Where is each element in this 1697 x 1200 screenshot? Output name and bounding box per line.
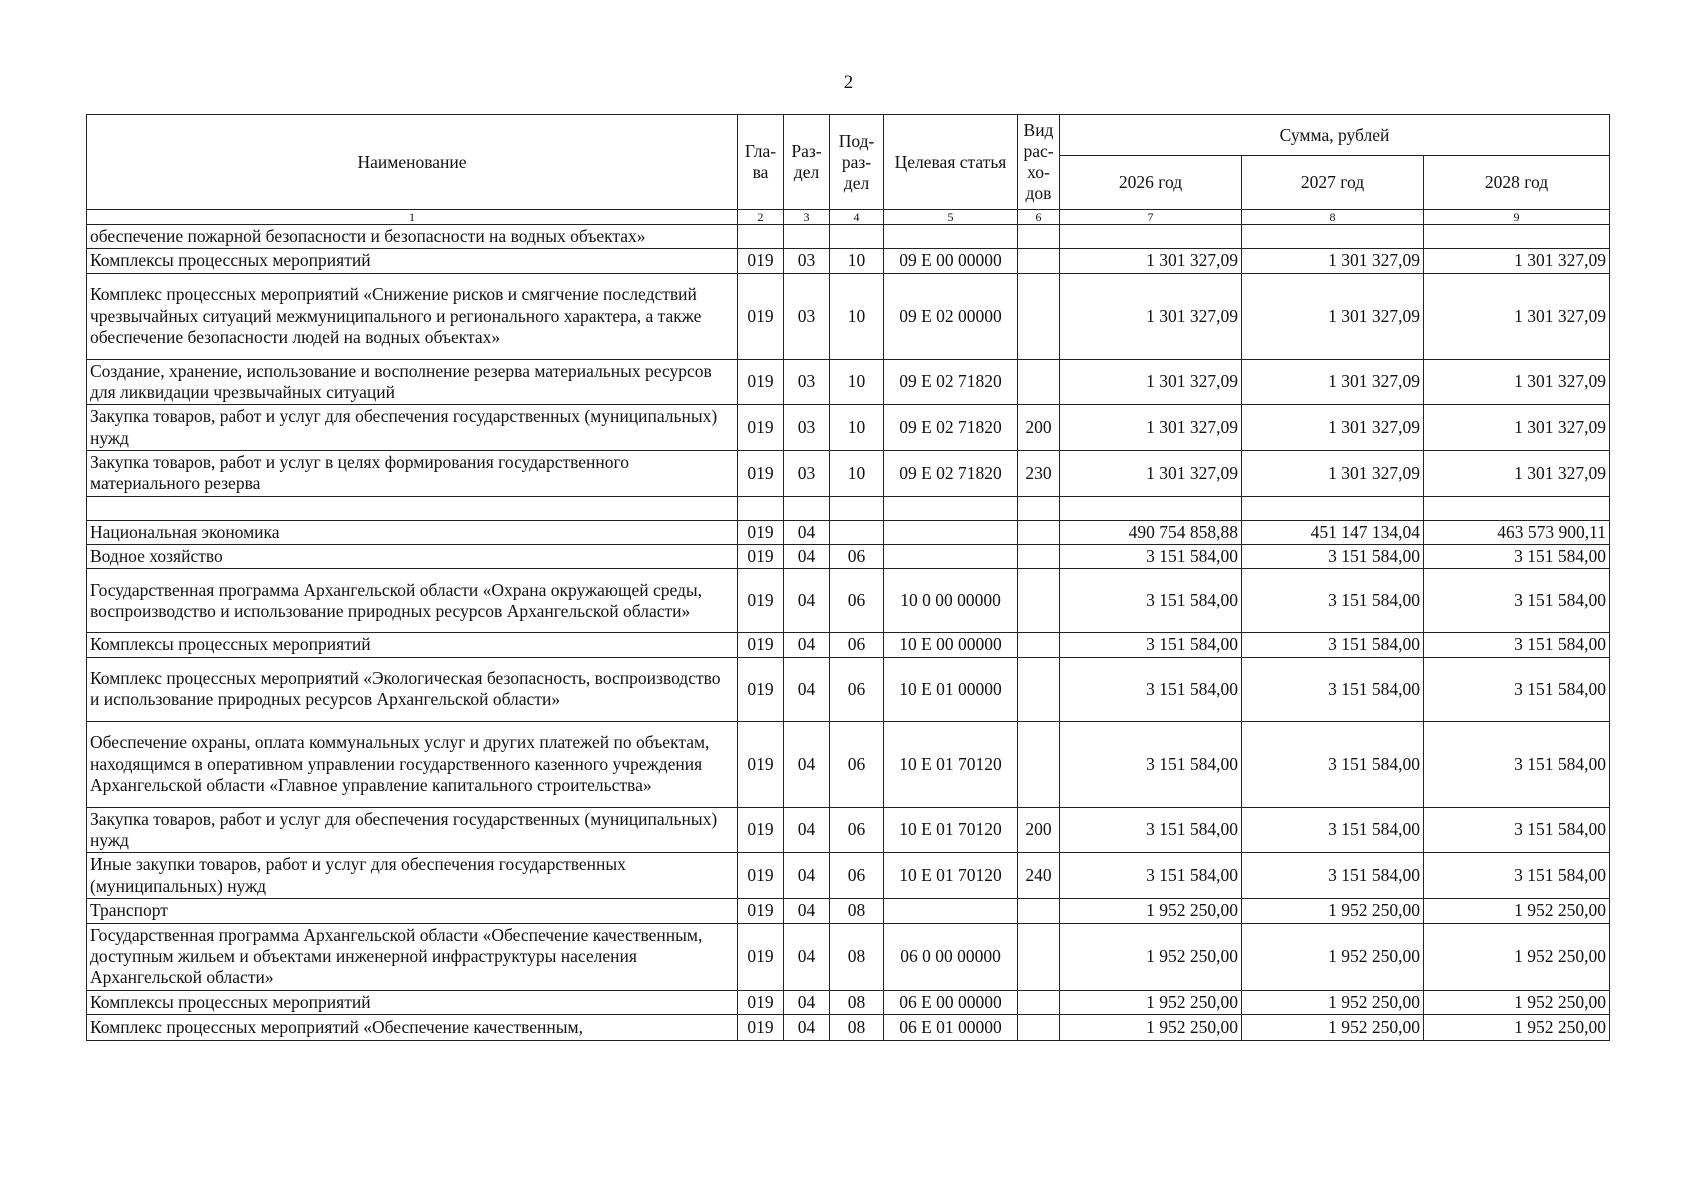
row-sum-2028-cell	[1424, 496, 1610, 520]
row-glava-cell: 019	[738, 633, 784, 657]
row-vid-cell	[1018, 721, 1060, 807]
row-sum-2026-cell: 1 952 250,00	[1060, 899, 1242, 923]
row-sum-2026-cell: 3 151 584,00	[1060, 633, 1242, 657]
table-row	[87, 545, 1610, 569]
row-sum-2028-cell: 3 151 584,00	[1424, 545, 1610, 569]
row-vid-cell	[1018, 273, 1060, 359]
header-glava: Гла-ва	[738, 115, 784, 210]
row-target-cell: 06 Е 01 00000	[884, 1014, 1018, 1040]
row-podrazdel-cell: 10	[830, 359, 884, 405]
row-sum-2027-cell	[1242, 225, 1424, 249]
header-name: Наименование	[87, 115, 738, 210]
row-vid-cell: 200	[1018, 807, 1060, 853]
table-row	[87, 990, 1610, 1014]
row-sum-2026-cell	[1060, 496, 1242, 520]
row-target-cell: 06 0 00 00000	[884, 923, 1018, 990]
column-index-cell: 9	[1424, 210, 1610, 225]
row-glava-cell: 019	[738, 451, 784, 497]
row-name-cell: Создание, хранение, использование и восполнение резерва материальных ресурсов для ликвидации чрезвычайных ситуаций	[87, 359, 738, 405]
row-glava-cell: 019	[738, 405, 784, 451]
row-glava-cell: 019	[738, 923, 784, 990]
row-vid-cell	[1018, 249, 1060, 273]
row-sum-2027-cell	[1242, 496, 1424, 520]
row-sum-2026-cell: 1 952 250,00	[1060, 990, 1242, 1014]
table-row	[87, 721, 1610, 807]
table-row	[87, 225, 1610, 249]
row-sum-2028-cell: 463 573 900,11	[1424, 520, 1610, 544]
row-podrazdel-cell: 06	[830, 807, 884, 853]
row-sum-2026-cell: 1 301 327,09	[1060, 359, 1242, 405]
row-target-cell	[884, 496, 1018, 520]
row-sum-2028-cell: 1 301 327,09	[1424, 249, 1610, 273]
row-sum-2026-cell: 3 151 584,00	[1060, 657, 1242, 721]
row-target-cell: 09 Е 00 00000	[884, 249, 1018, 273]
row-sum-2028-cell: 3 151 584,00	[1424, 853, 1610, 899]
row-razdel-cell: 03	[784, 359, 830, 405]
row-target-cell: 09 Е 02 71820	[884, 451, 1018, 497]
table-row	[87, 923, 1610, 990]
row-vid-cell	[1018, 225, 1060, 249]
column-index-cell: 5	[884, 210, 1018, 225]
row-podrazdel-cell: 06	[830, 633, 884, 657]
table-row	[87, 807, 1610, 853]
row-target-cell: 09 Е 02 71820	[884, 405, 1018, 451]
row-sum-2028-cell: 1 301 327,09	[1424, 451, 1610, 497]
row-vid-cell	[1018, 520, 1060, 544]
row-sum-2027-cell: 451 147 134,04	[1242, 520, 1424, 544]
row-vid-cell	[1018, 545, 1060, 569]
row-razdel-cell	[784, 225, 830, 249]
row-name-cell: Водное хозяйство	[87, 545, 738, 569]
row-glava-cell: 019	[738, 273, 784, 359]
row-razdel-cell: 04	[784, 853, 830, 899]
row-razdel-cell: 04	[784, 633, 830, 657]
row-podrazdel-cell: 08	[830, 1014, 884, 1040]
row-glava-cell: 019	[738, 545, 784, 569]
row-target-cell: 09 Е 02 00000	[884, 273, 1018, 359]
row-vid-cell	[1018, 569, 1060, 633]
row-target-cell	[884, 520, 1018, 544]
row-name-cell: Иные закупки товаров, работ и услуг для обеспечения государственных (муниципальных) нужд	[87, 853, 738, 899]
row-podrazdel-cell: 10	[830, 451, 884, 497]
row-sum-2026-cell: 1 952 250,00	[1060, 1014, 1242, 1040]
row-target-cell: 09 Е 02 71820	[884, 359, 1018, 405]
row-podrazdel-cell: 06	[830, 545, 884, 569]
table-row	[87, 405, 1610, 451]
table-row	[87, 520, 1610, 544]
row-podrazdel-cell: 06	[830, 721, 884, 807]
row-sum-2026-cell: 3 151 584,00	[1060, 545, 1242, 569]
row-vid-cell	[1018, 359, 1060, 405]
header-razdel: Раз-дел	[784, 115, 830, 210]
header-year-2028: 2028 год	[1424, 156, 1610, 210]
row-sum-2027-cell: 3 151 584,00	[1242, 807, 1424, 853]
row-vid-cell: 200	[1018, 405, 1060, 451]
row-podrazdel-cell: 08	[830, 899, 884, 923]
row-sum-2027-cell: 1 952 250,00	[1242, 990, 1424, 1014]
row-sum-2028-cell: 1 952 250,00	[1424, 1014, 1610, 1040]
column-index-cell: 4	[830, 210, 884, 225]
row-razdel-cell: 03	[784, 451, 830, 497]
row-razdel-cell: 04	[784, 657, 830, 721]
row-sum-2027-cell: 1 952 250,00	[1242, 899, 1424, 923]
row-razdel-cell: 04	[784, 545, 830, 569]
row-sum-2027-cell: 3 151 584,00	[1242, 545, 1424, 569]
row-sum-2028-cell: 3 151 584,00	[1424, 807, 1610, 853]
row-podrazdel-cell: 08	[830, 923, 884, 990]
row-sum-2028-cell: 3 151 584,00	[1424, 633, 1610, 657]
row-name-cell: Комплексы процессных мероприятий	[87, 249, 738, 273]
row-name-cell: Государственная программа Архангельской области «Охрана окружающей среды, воспроизводство и использование природных ресурсов Архангельской области»	[87, 569, 738, 633]
row-vid-cell	[1018, 899, 1060, 923]
row-glava-cell: 019	[738, 807, 784, 853]
row-vid-cell: 240	[1018, 853, 1060, 899]
row-glava-cell	[738, 496, 784, 520]
table-row	[87, 249, 1610, 273]
row-sum-2027-cell: 1 301 327,09	[1242, 273, 1424, 359]
row-glava-cell	[738, 225, 784, 249]
row-vid-cell	[1018, 923, 1060, 990]
row-razdel-cell: 04	[784, 569, 830, 633]
column-index-cell: 6	[1018, 210, 1060, 225]
table-row	[87, 899, 1610, 923]
row-razdel-cell: 04	[784, 990, 830, 1014]
row-sum-2028-cell: 1 301 327,09	[1424, 405, 1610, 451]
column-index-cell: 7	[1060, 210, 1242, 225]
row-name-cell: обеспечение пожарной безопасности и безопасности на водных объектах»	[87, 225, 738, 249]
row-sum-2027-cell: 1 952 250,00	[1242, 1014, 1424, 1040]
row-razdel-cell: 04	[784, 923, 830, 990]
row-sum-2028-cell: 1 952 250,00	[1424, 990, 1610, 1014]
row-podrazdel-cell: 10	[830, 273, 884, 359]
row-sum-2028-cell: 3 151 584,00	[1424, 657, 1610, 721]
row-name-cell: Национальная экономика	[87, 520, 738, 544]
row-razdel-cell: 04	[784, 1014, 830, 1040]
header-year-2026: 2026 год	[1060, 156, 1242, 210]
row-podrazdel-cell: 10	[830, 405, 884, 451]
table-row	[87, 451, 1610, 497]
header-target: Целевая статья	[884, 115, 1018, 210]
row-razdel-cell: 03	[784, 405, 830, 451]
row-sum-2026-cell: 490 754 858,88	[1060, 520, 1242, 544]
row-podrazdel-cell: 08	[830, 990, 884, 1014]
table-row	[87, 496, 1610, 520]
row-name-cell: Транспорт	[87, 899, 738, 923]
row-sum-2027-cell: 1 301 327,09	[1242, 249, 1424, 273]
row-sum-2026-cell: 1 301 327,09	[1060, 451, 1242, 497]
table-row	[87, 273, 1610, 359]
row-podrazdel-cell	[830, 520, 884, 544]
row-sum-2028-cell: 3 151 584,00	[1424, 721, 1610, 807]
row-podrazdel-cell	[830, 496, 884, 520]
row-sum-2027-cell: 1 301 327,09	[1242, 451, 1424, 497]
row-target-cell	[884, 225, 1018, 249]
row-sum-2027-cell: 1 301 327,09	[1242, 405, 1424, 451]
row-name-cell: Комплекс процессных мероприятий «Обеспечение качественным,	[87, 1014, 738, 1040]
row-podrazdel-cell: 06	[830, 657, 884, 721]
row-razdel-cell: 03	[784, 273, 830, 359]
header-sum: Сумма, рублей	[1060, 115, 1610, 156]
row-glava-cell: 019	[738, 359, 784, 405]
row-sum-2026-cell: 3 151 584,00	[1060, 721, 1242, 807]
table-row	[87, 853, 1610, 899]
row-podrazdel-cell	[830, 225, 884, 249]
header-vid: Вид рас-хо-дов	[1018, 115, 1060, 210]
row-razdel-cell: 04	[784, 520, 830, 544]
row-sum-2026-cell: 1 301 327,09	[1060, 405, 1242, 451]
table-header-row	[87, 115, 1610, 156]
row-glava-cell: 019	[738, 657, 784, 721]
page-number: 2	[843, 72, 854, 93]
row-sum-2028-cell: 1 301 327,09	[1424, 273, 1610, 359]
row-podrazdel-cell: 10	[830, 249, 884, 273]
row-sum-2026-cell: 1 952 250,00	[1060, 923, 1242, 990]
row-name-cell: Комплексы процессных мероприятий	[87, 990, 738, 1014]
column-index-cell: 8	[1242, 210, 1424, 225]
column-index-cell: 1	[87, 210, 738, 225]
row-name-cell: Государственная программа Архангельской области «Обеспечение качественным, доступным жильем и объектами инженерной инфраструктуры населения Архангельской области»	[87, 923, 738, 990]
row-target-cell: 10 Е 00 00000	[884, 633, 1018, 657]
row-target-cell: 06 Е 00 00000	[884, 990, 1018, 1014]
row-vid-cell	[1018, 1014, 1060, 1040]
row-sum-2026-cell: 1 301 327,09	[1060, 249, 1242, 273]
row-sum-2028-cell: 1 301 327,09	[1424, 359, 1610, 405]
row-sum-2027-cell: 3 151 584,00	[1242, 853, 1424, 899]
row-glava-cell: 019	[738, 899, 784, 923]
row-glava-cell: 019	[738, 853, 784, 899]
header-year-2027: 2027 год	[1242, 156, 1424, 210]
row-sum-2027-cell: 3 151 584,00	[1242, 633, 1424, 657]
row-sum-2027-cell: 3 151 584,00	[1242, 721, 1424, 807]
row-glava-cell: 019	[738, 1014, 784, 1040]
row-razdel-cell: 04	[784, 899, 830, 923]
header-podrazdel: Под-раз-дел	[830, 115, 884, 210]
row-razdel-cell: 04	[784, 721, 830, 807]
column-index-cell: 2	[738, 210, 784, 225]
table-row	[87, 359, 1610, 405]
row-target-cell	[884, 545, 1018, 569]
row-glava-cell: 019	[738, 569, 784, 633]
row-sum-2026-cell: 3 151 584,00	[1060, 807, 1242, 853]
row-name-cell: Комплекс процессных мероприятий «Снижение рисков и смягчение последствий чрезвычайных ситуаций межмуниципального и регионального характера, а также обеспечение безопасности людей на водных объектах»	[87, 273, 738, 359]
row-name-cell: Комплекс процессных мероприятий «Экологическая безопасность, воспроизводство и использование природных ресурсов Архангельской области»	[87, 657, 738, 721]
table-row	[87, 657, 1610, 721]
column-index-row	[87, 210, 1610, 225]
row-target-cell: 10 Е 01 70120	[884, 853, 1018, 899]
row-glava-cell: 019	[738, 520, 784, 544]
row-razdel-cell: 03	[784, 249, 830, 273]
row-target-cell: 10 0 00 00000	[884, 569, 1018, 633]
row-glava-cell: 019	[738, 990, 784, 1014]
row-name-cell: Обеспечение охраны, оплата коммунальных услуг и других платежей по объектам, находящимся в оперативном управлении государственного казенного учреждения Архангельской области «Главное управление капитального строительства»	[87, 721, 738, 807]
row-sum-2028-cell: 1 952 250,00	[1424, 899, 1610, 923]
row-target-cell	[884, 899, 1018, 923]
row-podrazdel-cell: 06	[830, 569, 884, 633]
row-target-cell: 10 Е 01 00000	[884, 657, 1018, 721]
table-row	[87, 633, 1610, 657]
row-razdel-cell	[784, 496, 830, 520]
row-vid-cell: 230	[1018, 451, 1060, 497]
row-podrazdel-cell: 06	[830, 853, 884, 899]
row-sum-2027-cell: 3 151 584,00	[1242, 657, 1424, 721]
row-sum-2026-cell	[1060, 225, 1242, 249]
row-glava-cell: 019	[738, 249, 784, 273]
row-sum-2026-cell: 3 151 584,00	[1060, 853, 1242, 899]
row-sum-2027-cell: 1 952 250,00	[1242, 923, 1424, 990]
row-sum-2027-cell: 1 301 327,09	[1242, 359, 1424, 405]
budget-table	[86, 114, 1610, 1041]
row-glava-cell: 019	[738, 721, 784, 807]
table-body	[87, 210, 1610, 1041]
row-razdel-cell: 04	[784, 807, 830, 853]
row-vid-cell	[1018, 657, 1060, 721]
row-vid-cell	[1018, 496, 1060, 520]
row-target-cell: 10 Е 01 70120	[884, 721, 1018, 807]
row-name-cell: Комплексы процессных мероприятий	[87, 633, 738, 657]
row-sum-2027-cell: 3 151 584,00	[1242, 569, 1424, 633]
row-name-cell: Закупка товаров, работ и услуг для обеспечения государственных (муниципальных) нужд	[87, 807, 738, 853]
row-sum-2028-cell: 1 952 250,00	[1424, 923, 1610, 990]
row-vid-cell	[1018, 633, 1060, 657]
column-index-cell: 3	[784, 210, 830, 225]
row-sum-2026-cell: 3 151 584,00	[1060, 569, 1242, 633]
row-name-cell: Закупка товаров, работ и услуг для обеспечения государственных (муниципальных) нужд	[87, 405, 738, 451]
row-vid-cell	[1018, 990, 1060, 1014]
table-row	[87, 1014, 1610, 1040]
row-sum-2028-cell	[1424, 225, 1610, 249]
table-row	[87, 569, 1610, 633]
row-name-cell: Закупка товаров, работ и услуг в целях формирования государственного материального резерва	[87, 451, 738, 497]
row-target-cell: 10 Е 01 70120	[884, 807, 1018, 853]
row-sum-2028-cell: 3 151 584,00	[1424, 569, 1610, 633]
row-name-cell	[87, 496, 738, 520]
row-sum-2026-cell: 1 301 327,09	[1060, 273, 1242, 359]
